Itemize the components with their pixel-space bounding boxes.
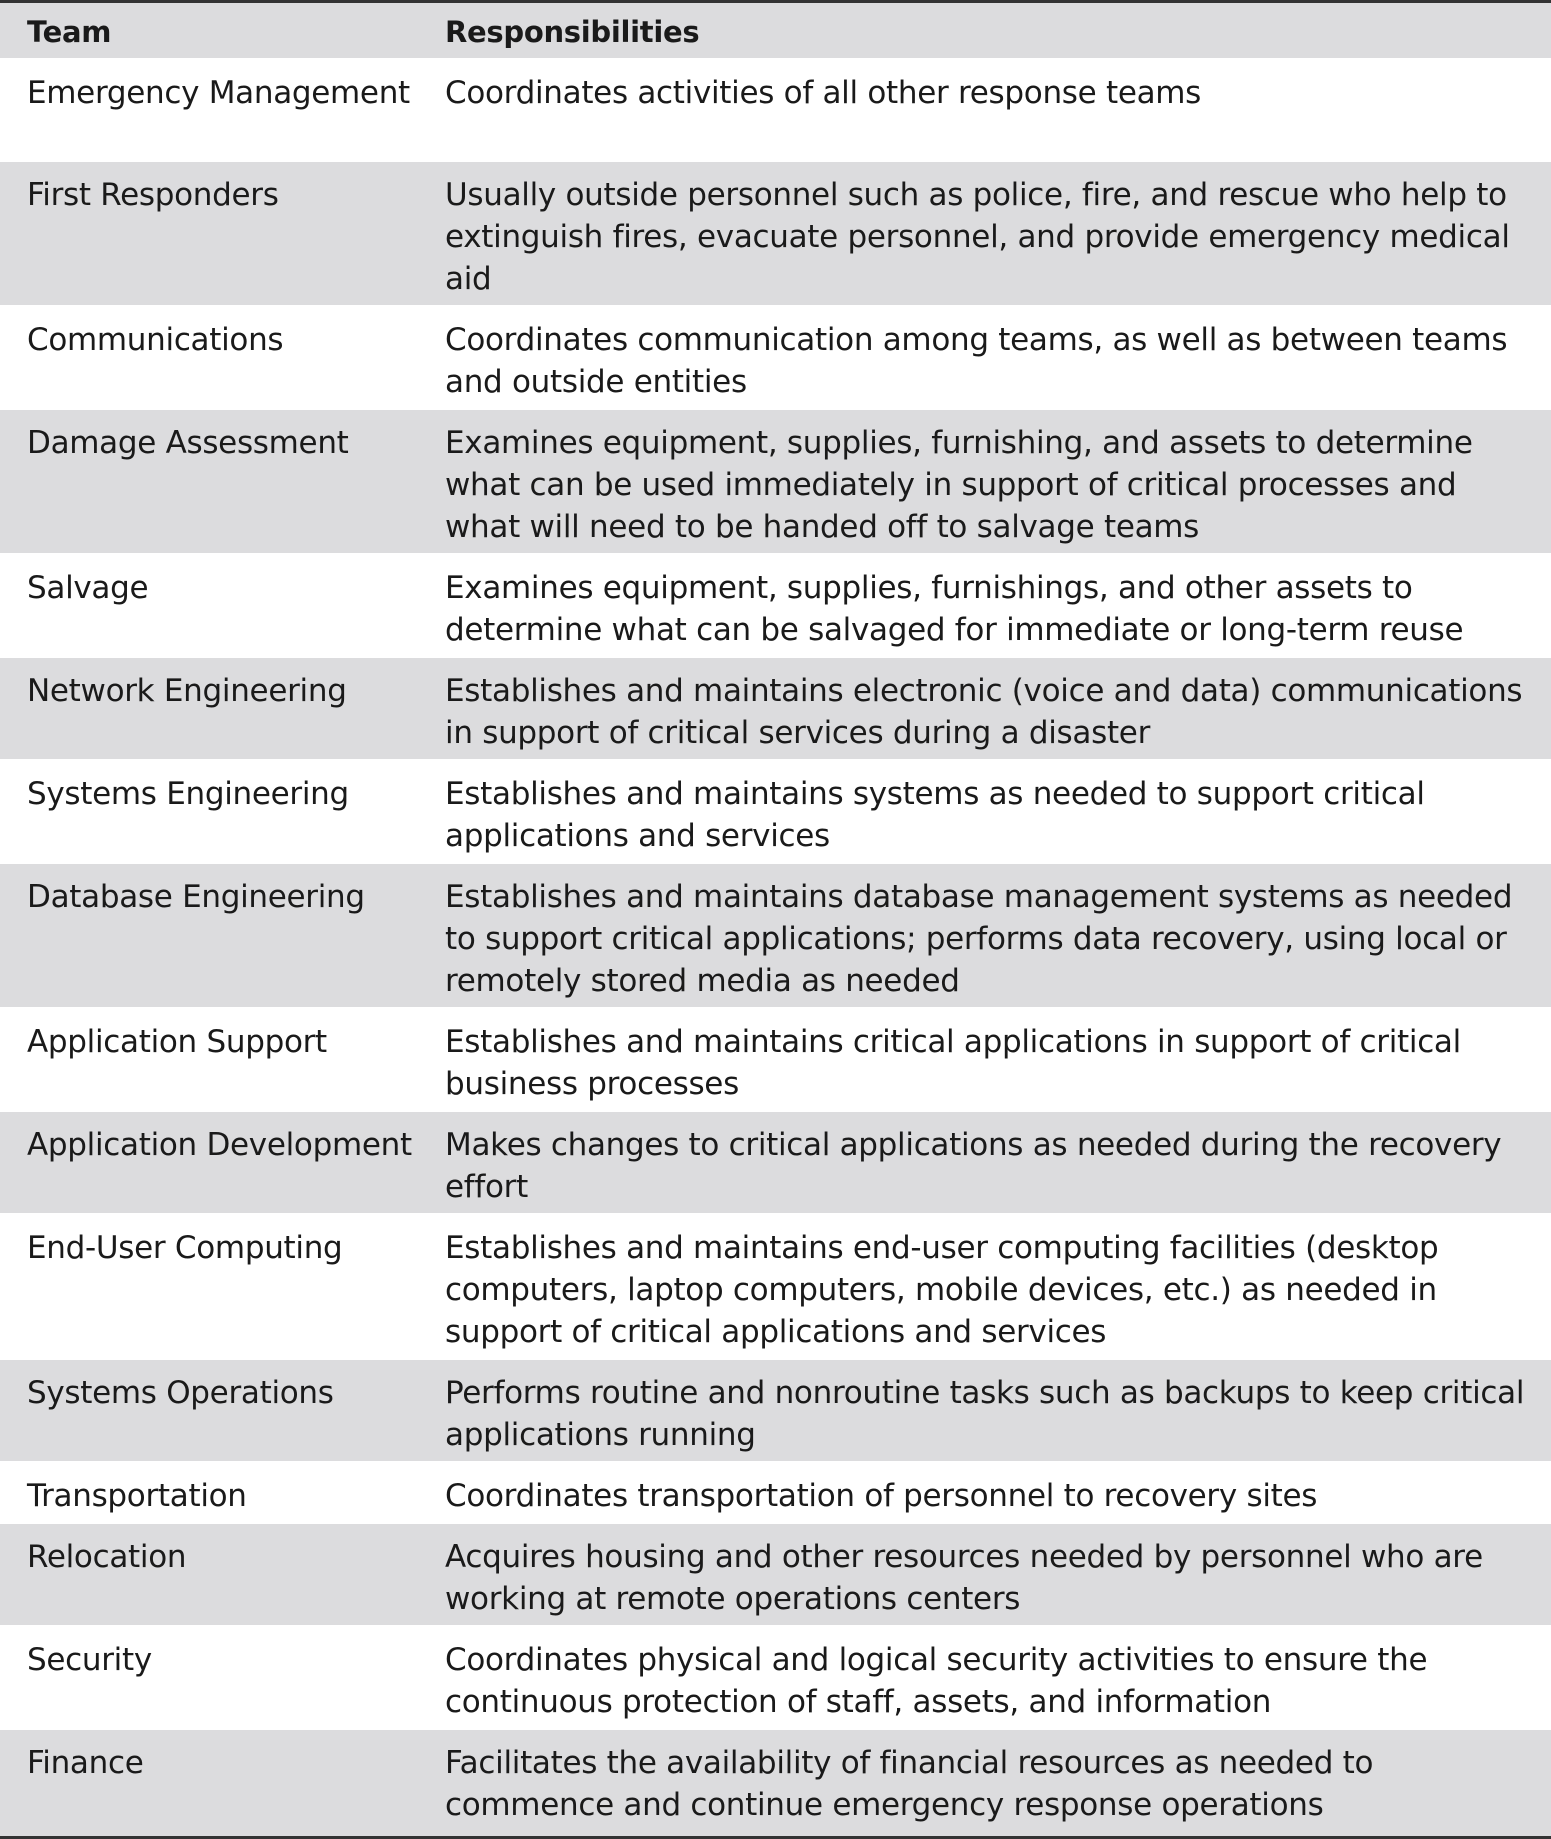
team-cell: Application Support <box>27 1024 327 1060</box>
header-team: Team <box>27 15 112 49</box>
table-row <box>0 1215 1551 1360</box>
responsibility-cell: Coordinates activities of all other response teams <box>445 75 1202 111</box>
responsibility-cell: Facilitates the availability of financial resources as needed to commence and continue emergency response operations <box>445 1745 1374 1823</box>
responsibility-cell: Usually outside personnel such as police, fire, and rescue who help to extinguish fires, evacuate personnel, and provide emergency medical aid <box>445 177 1510 297</box>
team-cell: End-User Computing <box>27 1230 343 1266</box>
table-row <box>0 1112 1551 1215</box>
team-cell: Finance <box>27 1745 144 1781</box>
responsibility-cell: Establishes and maintains systems as needed to support critical applications and services <box>445 776 1425 854</box>
table-row <box>0 162 1551 307</box>
table-row <box>0 1360 1551 1463</box>
team-cell: First Responders <box>27 177 279 213</box>
responsibility-cell: Coordinates physical and logical security activities to ensure the continuous protection of staff, assets, and information <box>445 1642 1428 1720</box>
responsibility-cell: Performs routine and nonroutine tasks such as backups to keep critical applications running <box>445 1375 1525 1453</box>
team-cell: Systems Operations <box>27 1375 334 1411</box>
team-cell: Security <box>27 1642 152 1678</box>
responsibility-cell: Establishes and maintains critical applications in support of critical business processes <box>445 1024 1461 1102</box>
table-row <box>0 1627 1551 1730</box>
table-row <box>0 1524 1551 1627</box>
responsibility-cell: Coordinates transportation of personnel to recovery sites <box>445 1478 1318 1514</box>
team-cell: Salvage <box>27 570 149 606</box>
team-cell: Database Engineering <box>27 879 365 915</box>
team-cell: Transportation <box>27 1478 247 1514</box>
responsibility-cell: Acquires housing and other resources needed by personnel who are working at remote operations centers <box>445 1539 1483 1617</box>
table-row <box>0 1009 1551 1112</box>
table-row <box>0 307 1551 410</box>
responsibility-cell: Examines equipment, supplies, furnishing, and assets to determine what can be used immediately in support of critical processes and what will need to be handed off to salvage teams <box>445 425 1473 545</box>
table-row <box>0 1463 1551 1524</box>
team-cell: Emergency Management <box>27 75 410 111</box>
table-row <box>0 658 1551 761</box>
team-cell: Damage Assessment <box>27 425 349 461</box>
table-row <box>0 555 1551 658</box>
team-cell: Network Engineering <box>27 673 347 709</box>
team-cell: Application Development <box>27 1127 412 1163</box>
team-cell: Systems Engineering <box>27 776 349 812</box>
table-row <box>0 60 1551 162</box>
responsibility-cell: Establishes and maintains database management systems as needed to support critical applications; performs data recovery, using local or remotely stored media as needed <box>445 879 1513 999</box>
responsibility-cell: Establishes and maintains end-user computing facilities (desktop computers, laptop computers, mobile devices, etc.) as needed in support of critical applications and services <box>445 1230 1439 1350</box>
responsibility-cell: Establishes and maintains electronic (voice and data) communications in support of critical services during a disaster <box>445 673 1523 751</box>
table-row <box>0 410 1551 555</box>
table-row <box>0 1730 1551 1836</box>
team-cell: Relocation <box>27 1539 187 1575</box>
responsibility-cell: Coordinates communication among teams, as well as between teams and outside entities <box>445 322 1508 400</box>
table-header-row <box>0 3 1551 60</box>
responsibility-cell: Examines equipment, supplies, furnishings, and other assets to determine what can be salvaged for immediate or long-term reuse <box>445 570 1464 648</box>
header-responsibilities: Responsibilities <box>445 15 700 49</box>
responsibility-cell: Makes changes to critical applications as needed during the recovery effort <box>445 1127 1502 1205</box>
table-row <box>0 864 1551 1009</box>
team-cell: Communications <box>27 322 284 358</box>
table-row <box>0 761 1551 864</box>
